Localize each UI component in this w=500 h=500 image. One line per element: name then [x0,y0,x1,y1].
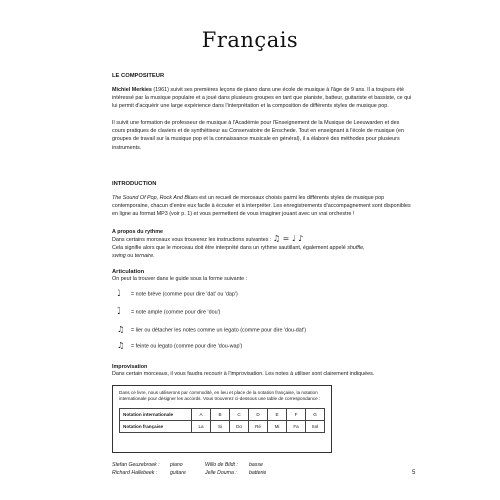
shuffle-term: shuffle, [347,245,365,251]
articulation-heading: Articulation [112,269,145,275]
table-cell: Do [230,421,249,433]
notation-table [119,408,325,433]
table-row [120,409,325,421]
credit-line [112,462,186,470]
table-cell: D [249,409,268,421]
page-title: Français [201,28,299,52]
introduction-heading: INTRODUCTION [112,181,157,187]
table-cell: Fa [287,421,306,433]
musician-role: batterie [249,469,267,476]
note-staccato-icon: ♩̇ [117,289,121,298]
musician-name: Richard Hallebeek : [112,469,158,476]
rythme-heading: A propos du rythme [112,229,164,235]
table-cell: La [192,421,211,433]
compositeur-heading: LE COMPOSITEUR [112,73,165,79]
rythme-text-2a: Cela signifie alors que le morceau doit être interprété dans un rythme sautillant, également appelé [112,245,348,251]
articulation-item-text: = feinte ou legato (comme pour dire 'dou-wap') [131,343,243,350]
rythme-line-1 [112,235,412,244]
note-tenuto-icon: ♩̄ [117,307,121,316]
table-cell: C [230,409,249,421]
table-cell: G [306,409,325,421]
musician-role: piano [170,462,183,468]
articulation-item [117,341,407,351]
table-row-label: Notation internationale [120,409,192,421]
compositeur-p1-text: (1961) suivit ses premières leçons de piano dans une école de musique à l'âge de 9 ans. Il a toujours été intéressé par la musique populaire et a joué dans plusieurs groupes en tant que pianiste, batteur, guitariste et bassiste, ce qui lui permit d'acquérir une large expérience dans l'interprétation et la composition de différents styles de musique pop. [112,87,412,110]
musician-role: basse [249,462,263,468]
notation-table-box [112,385,332,453]
table-cell: F [287,409,306,421]
articulation-item-text: = note ample (comme pour dire 'dou') [131,309,221,316]
table-cell: E [268,409,287,421]
musician-name: Willo de Bildt : [205,462,238,468]
musician-name: Jelle Douma : [205,469,237,476]
table-row [120,421,325,433]
musician-role: guitare [170,469,186,476]
book-title: The Sound Of Pop, Rock And Blues [112,195,198,201]
rythme-text-2c: ou [125,253,135,260]
table-cell: Sol [306,421,325,433]
rythme-text-1: Dans certains morceaux vous trouverez les instructions suivantes : [112,237,272,243]
note-ghost-icon: ♫ [117,341,125,350]
articulation-item [117,289,407,299]
table-cell: A [192,409,211,421]
table-cell: Ré [249,421,268,433]
swing-term: swing [112,253,126,260]
credit-line [205,470,266,478]
table-cell: Mi [268,421,287,433]
notation-table-intro: Dans ce livre, nous utiliserons par commodité, en lieu et place de la notation française, la notation internationale pour désigner les accords. Vous trouverez ci-dessous une table de correspondance : [119,390,321,402]
credit-line [205,462,266,470]
credits-left [112,462,186,478]
credit-line [112,470,186,478]
articulation-item [117,325,407,335]
introduction-text: est un recueil de morceaux choisis parmi les différents styles de musique pop contemporaine, chacun d'entre eux facile à écouter et à interpréter. Les enregistrements d'accompagnement sont disponibles en ligne au format MP3 (voir p. 1) et vous permettent de vous imaginer jouant avec un vrai orchestre ! [112,195,411,218]
articulation-intro: On peut la trouver dans le guide sous la forme suivante : [112,276,248,282]
compositeur-paragraph-2: Il suivit une formation de professeur de musique à l'Académie pour l'Enseignement de la Musique de Leeuwarden et des cours pratiques de claviers et de synthétiseur au Conservatoire de Enschede. Tout en enseignant à l'école de musique (en groupes de travail sur la musique pop et la connaissance musicale en général), il a élaboré des méthodes pour plusieurs instruments. [112,120,404,151]
rhythm-symbol-icon: ♫ = ♩ ♪ [272,234,304,243]
musician-name: Stefan Geuzebroek : [112,462,160,468]
ternaire-term: ternaire. [134,253,155,260]
articulation-item [117,307,407,317]
table-cell: Si [211,421,230,433]
rythme-line-2 [112,244,412,260]
compositeur-paragraph-1 [112,86,412,111]
table-row-label: Notation française [120,421,192,433]
credits-right [205,462,266,478]
introduction-paragraph [112,194,412,219]
articulation-item-text: = note brève (comme pour dire 'dat' ou 'dap') [131,291,238,298]
page-number: 5 [412,470,416,476]
improvisation-heading: Improvisation [112,364,148,370]
table-cell: B [211,409,230,421]
composer-name: Michiel Merkies [112,87,152,93]
articulation-item-text: = lier ou détacher les notes comme un legato (comme pour dire 'dou-dat') [131,327,307,334]
note-legato-icon: ♫ [117,325,125,334]
improvisation-text: Dans certain morceaux, il vous faudra recourir à l'improvisation. Les notes à utiliser sont clairement indiquées. [112,371,375,377]
